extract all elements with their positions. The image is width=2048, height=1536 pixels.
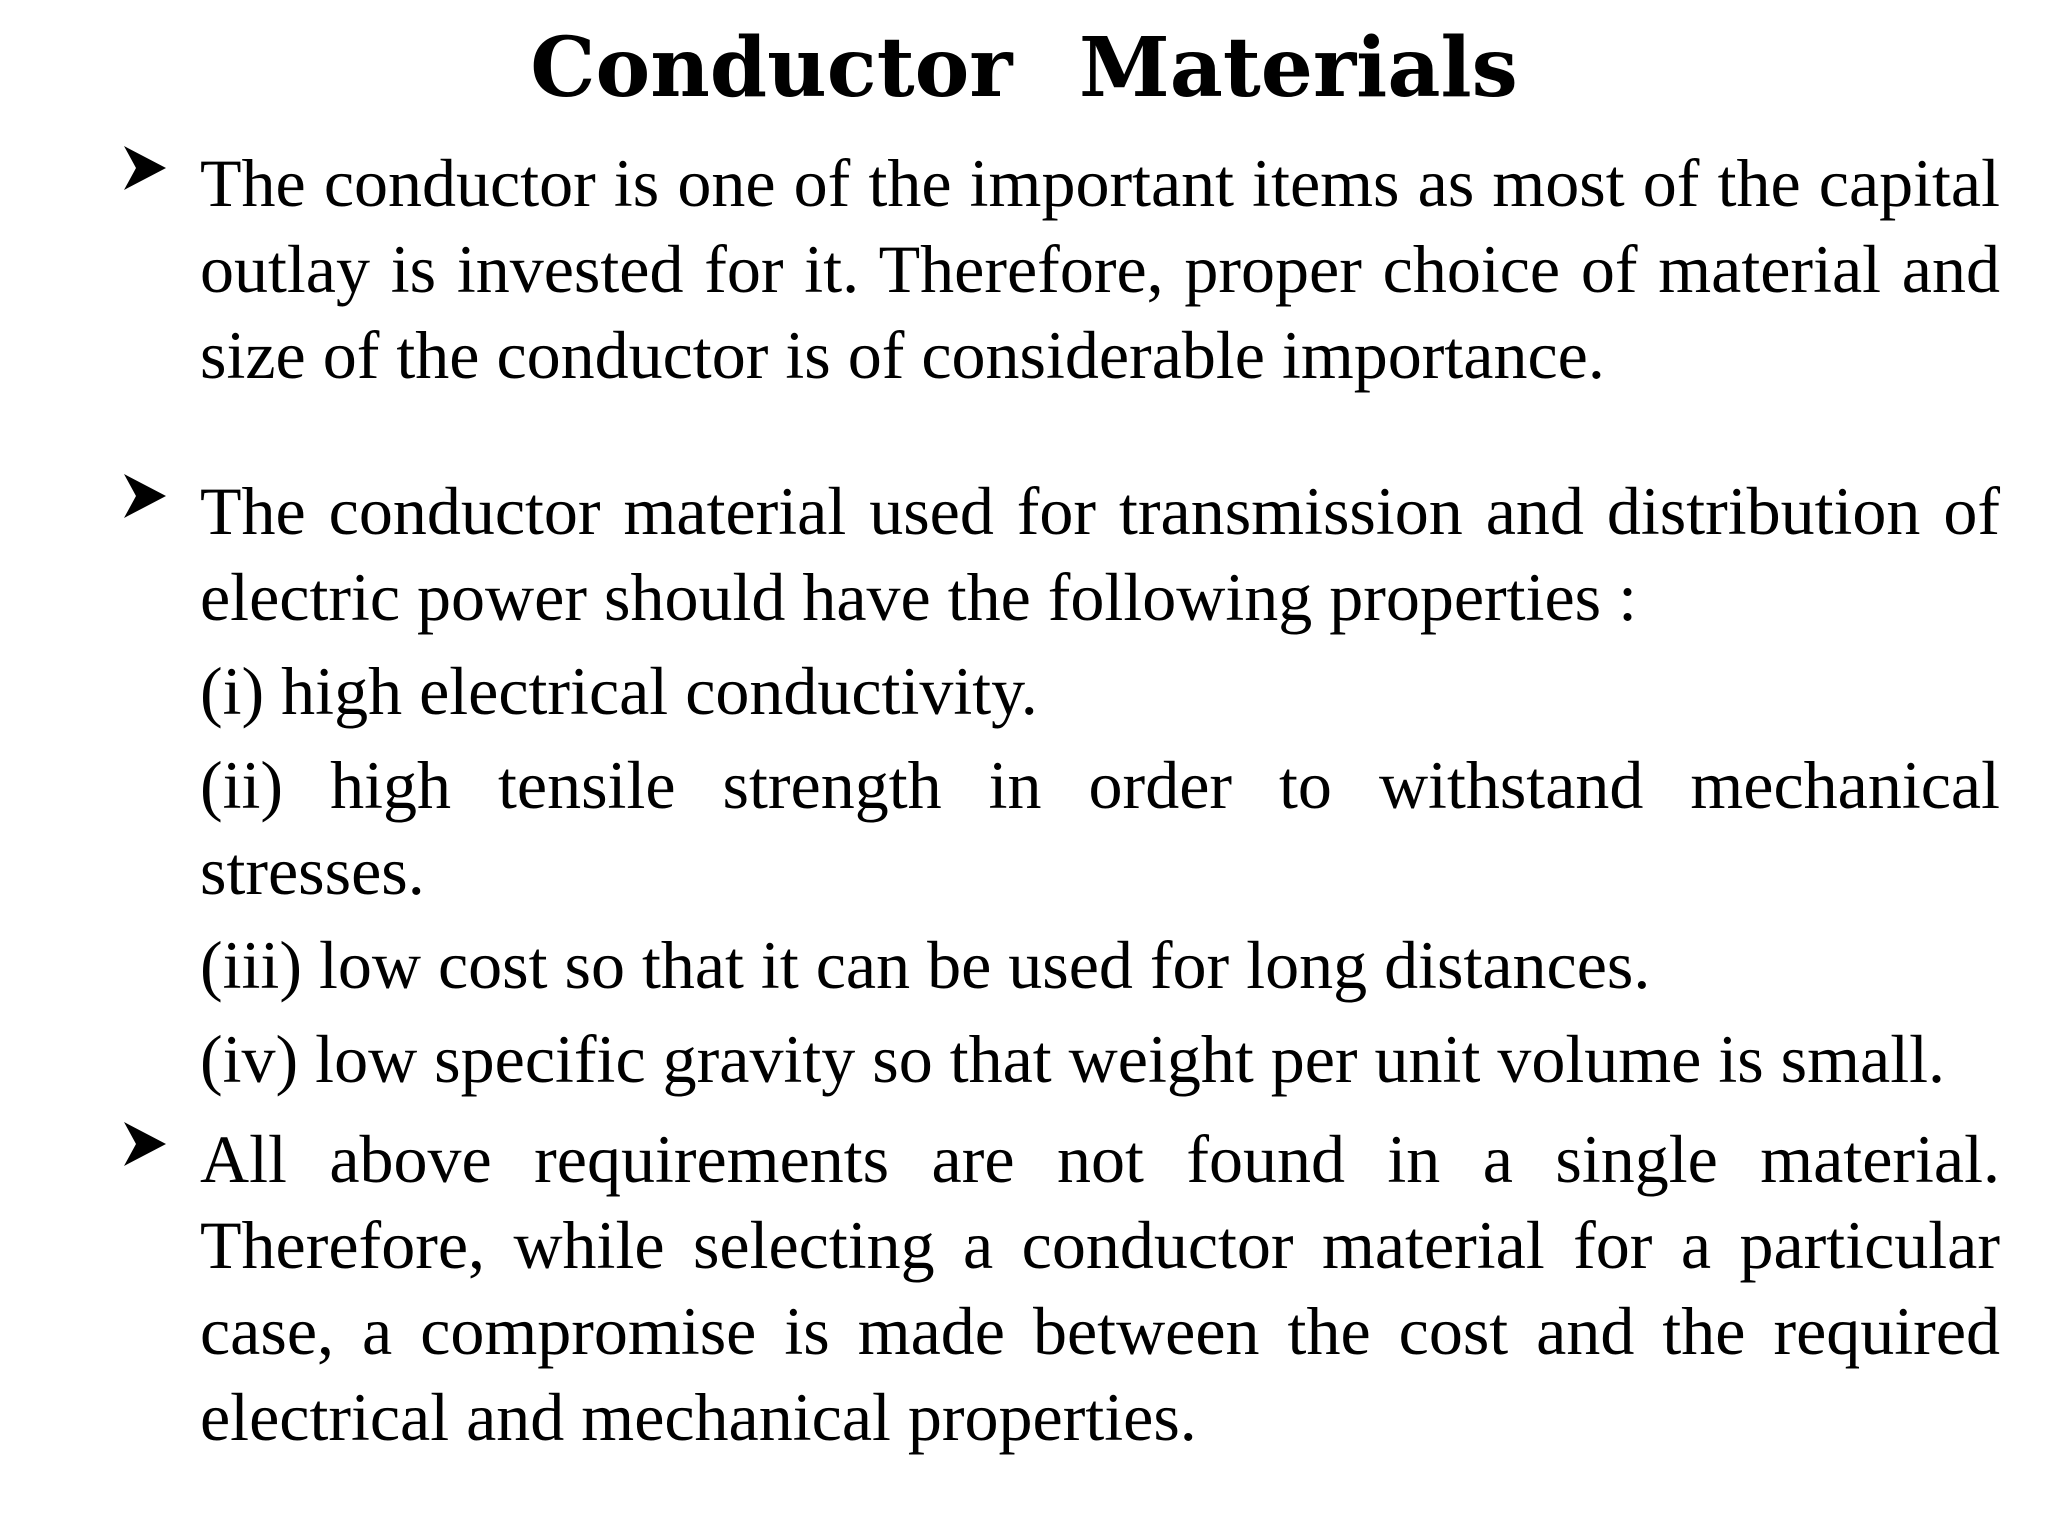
property-item: (i) high electrical conductivity.	[200, 653, 1038, 729]
arrow-bullet-icon	[122, 472, 168, 520]
bullet-item	[200, 468, 2000, 640]
arrow-bullet-icon	[122, 144, 168, 192]
bullet-text: The conductor material used for transmission and distribution of electric power should have the following properties :	[200, 473, 2000, 635]
property-item: (iv) low specific gravity so that weight per unit volume is small.	[200, 1021, 1945, 1097]
arrow-bullet-icon	[122, 1120, 168, 1168]
bullet-item	[200, 140, 2000, 398]
bullet-text: The conductor is one of the important items as most of the capital outlay is invested for it. Therefore, proper choice of material and size of the conductor is of considerable importance.	[200, 145, 2000, 393]
property-item: (iii) low cost so that it can be used for long distances.	[200, 927, 1651, 1003]
property-item: (ii) high tensile strength in order to withstand mechanical stresses.	[200, 747, 2000, 909]
bullet-text: All above requirements are not found in a single material. Therefore, while selecting a conductor material for a particular case, a compromise is made between the cost and the required electrical and mechanical properties.	[200, 1121, 2000, 1455]
page-title: Conductor Materials	[530, 20, 1518, 116]
slide-content	[200, 140, 2000, 1460]
bullet-item	[200, 1116, 2000, 1460]
